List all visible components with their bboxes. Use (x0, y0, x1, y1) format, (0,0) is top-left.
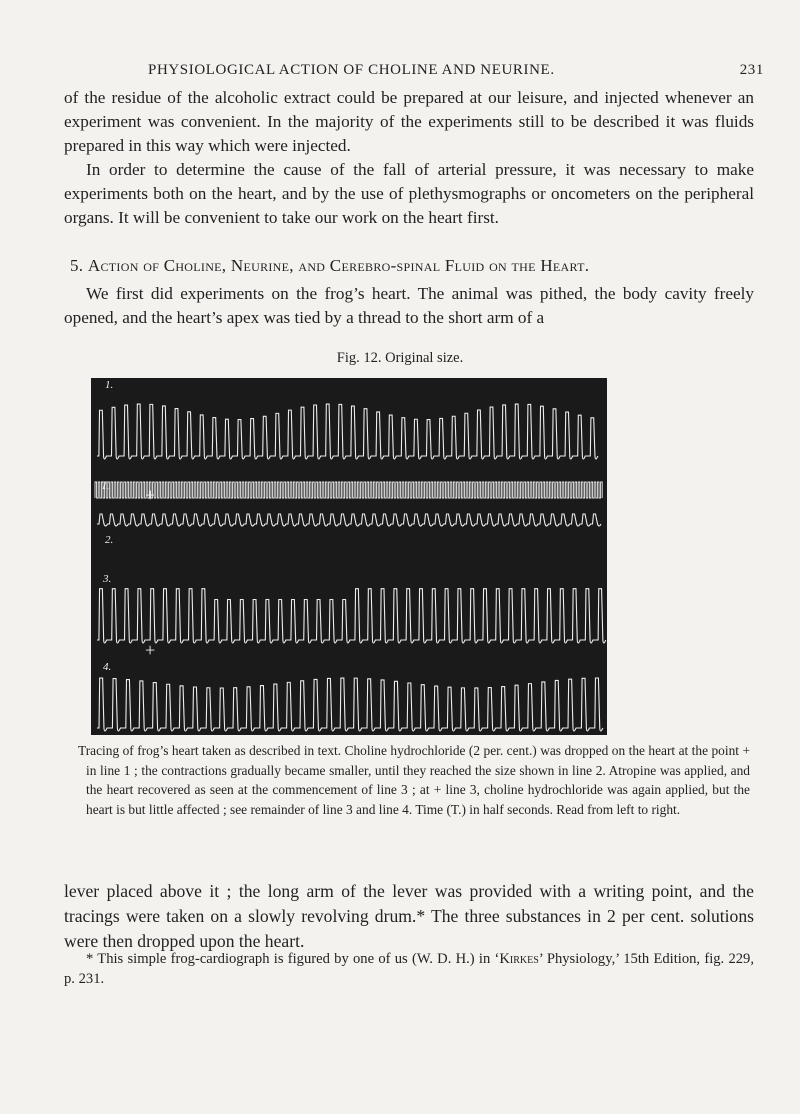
section-title-text: Action of Choline, Neurine, and Cerebro-spinal Fluid on the Heart. (87, 256, 590, 275)
page-number: 231 (739, 62, 764, 78)
label-line-3: 3. (103, 573, 112, 585)
figure-caption: Tracing of frog’s heart taken as described in text. Choline hydrochloride (2 per. cent.) was dropped on the heart at the point + in line 1 ; the contractions gradually became smaller, until they reached the size shown in line 2. Atropine was applied, and the heart recovered as seen at the commencement of line 3 ; at + line 3, choline hydrochloride was again applied, but the heart is but little affected ; see remainder of line 3 and line 4. Time (T.) in half seconds. Read from left to right. (78, 743, 750, 817)
paragraph-4: lever placed above it ; the long arm of the lever was provided with a writing point, and the tracings were taken on a slowly revolving drum.* The three substances in 2 per cent. solutions were then dropped upon the heart. (64, 881, 754, 951)
paragraph-1: of the residue of the alcoholic extract could be prepared at our leisure, and injected whenever an experiment was convenient. In the majority of the experiments still to be described it was fluids prepared in this way which were injected. (64, 88, 754, 155)
label-line-1: 1. (105, 379, 114, 391)
running-head-title: PHYSIOLOGICAL ACTION OF CHOLINE AND NEURINE. (148, 62, 555, 78)
paragraph-3: We first did experiments on the frog’s heart. The animal was pithed, the body cavity freely opened, and the heart’s apex was tied by a thread to the short arm of a (64, 284, 754, 327)
figure-label: Fig. 12. Original size. (336, 350, 464, 366)
section-number: 5. (70, 256, 84, 275)
label-line-4: 4. (103, 661, 112, 673)
footnote-post: ’ Physiology,’ 15th Edition, fig. 229, p. 231. (64, 951, 754, 987)
label-line-2: 2. (105, 534, 114, 546)
footnote (64, 949, 754, 989)
footnote-pre: * This simple frog-cardiograph is figured by one of us (W. D. H.) in ‘ (86, 951, 500, 967)
plus-marker-line-3: + (145, 640, 156, 660)
footnote-author: Kirkes (499, 951, 539, 967)
section-heading (70, 256, 770, 276)
plus-marker-line-1: + (145, 485, 156, 505)
label-time: T. (101, 478, 110, 492)
paragraph-2: In order to determine the cause of the fall of arterial pressure, it was necessary to make experiments both on the heart, and by the use of plethysmographs or oncometers on the peripheral organs. It will be convenient to take our work on the heart first. (64, 160, 754, 227)
heart-tracing-figure (91, 378, 607, 735)
figure-background (91, 378, 607, 735)
